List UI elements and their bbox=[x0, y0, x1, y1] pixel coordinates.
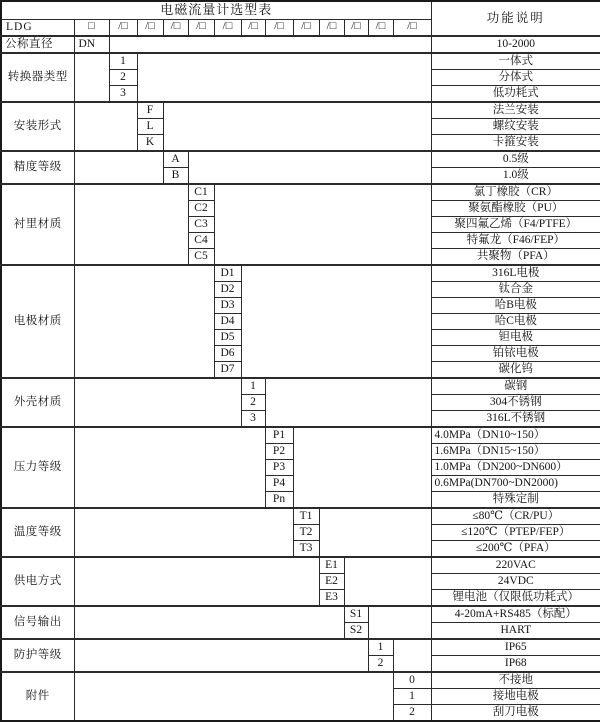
spacer-cell bbox=[214, 184, 431, 265]
group-label-protection: 防护等级 bbox=[1, 639, 74, 672]
option-desc-power: 24VDC bbox=[431, 573, 600, 589]
option-code-temperature: T1 bbox=[293, 508, 319, 525]
option-code-housing: 1 bbox=[241, 378, 265, 395]
option-desc-liner: 聚四氟乙烯（F4/PTFE） bbox=[431, 216, 600, 232]
option-code-protection: 1 bbox=[368, 639, 393, 656]
option-code-electrode: D6 bbox=[214, 345, 241, 361]
option-desc-protection: IP68 bbox=[431, 655, 600, 672]
spacer-cell bbox=[74, 53, 109, 102]
group-label-converter-type: 转换器类型 bbox=[1, 53, 74, 102]
model-prefix: LDG bbox=[1, 19, 74, 36]
option-desc-signal: 4-20mA+RS485（标配） bbox=[431, 606, 600, 623]
group-label-liner: 衬里材质 bbox=[1, 184, 74, 265]
option-code-converter-type: 1 bbox=[109, 53, 137, 70]
option-code-install-type: L bbox=[137, 118, 163, 134]
model-code-box: □ bbox=[74, 19, 109, 36]
table-title: 电磁流量计选型表 bbox=[1, 1, 431, 19]
spacer-cell bbox=[109, 36, 431, 53]
option-code-liner: C4 bbox=[188, 232, 214, 248]
model-slot: /□ bbox=[344, 19, 368, 36]
option-code-housing: 2 bbox=[241, 394, 265, 410]
option-code-housing: 3 bbox=[241, 410, 265, 427]
option-desc-accuracy: 0.5级 bbox=[431, 151, 600, 168]
option-code-accessory: 0 bbox=[393, 672, 431, 689]
model-slot: /□ bbox=[188, 19, 214, 36]
option-desc-pressure: 特殊定制 bbox=[431, 491, 600, 508]
option-desc-liner: 氯丁橡胶（CR） bbox=[431, 184, 600, 201]
spacer-cell bbox=[74, 672, 393, 721]
option-desc-converter-type: 低功耗式 bbox=[431, 85, 600, 102]
option-desc-electrode: 钽电极 bbox=[431, 329, 600, 345]
option-desc-pressure: 1.0MPa（DN200~DN600） bbox=[431, 459, 600, 475]
option-code-power: E2 bbox=[319, 573, 344, 589]
spacer-cell bbox=[74, 378, 241, 427]
group-label-install-type: 安装形式 bbox=[1, 102, 74, 151]
option-code-install-type: K bbox=[137, 134, 163, 151]
option-code-power: E1 bbox=[319, 557, 344, 574]
spacer-cell bbox=[74, 184, 188, 265]
option-desc-diameter: 10-2000 bbox=[431, 36, 600, 53]
model-slot: /□ bbox=[137, 19, 163, 36]
group-label-temperature: 温度等级 bbox=[1, 508, 74, 557]
option-code-electrode: D2 bbox=[214, 281, 241, 297]
selection-table-body bbox=[1, 1, 600, 721]
option-desc-signal: HART bbox=[431, 622, 600, 639]
option-desc-electrode: 碳化钨 bbox=[431, 361, 600, 378]
model-slot: /□ bbox=[241, 19, 265, 36]
option-desc-accessory: 刮刀电极 bbox=[431, 704, 600, 721]
model-slot: /□ bbox=[214, 19, 241, 36]
group-label-pressure: 压力等级 bbox=[1, 427, 74, 508]
spacer-cell bbox=[265, 378, 431, 427]
option-code-accuracy: B bbox=[163, 167, 188, 184]
spacer-cell bbox=[74, 557, 319, 606]
spacer-cell bbox=[241, 265, 431, 378]
option-desc-install-type: 螺纹安装 bbox=[431, 118, 600, 134]
desc-column-header: 功能说明 bbox=[431, 1, 600, 36]
option-desc-electrode: 钛合金 bbox=[431, 281, 600, 297]
group-label-electrode: 电极材质 bbox=[1, 265, 74, 378]
model-slot: /□ bbox=[368, 19, 393, 36]
option-desc-pressure: 1.6MPa（DN15~150） bbox=[431, 443, 600, 459]
option-desc-electrode: 哈C电极 bbox=[431, 313, 600, 329]
option-code-pressure: P4 bbox=[265, 475, 293, 491]
option-desc-housing: 304不锈钢 bbox=[431, 394, 600, 410]
option-desc-electrode: 哈B电极 bbox=[431, 297, 600, 313]
option-desc-electrode: 316L电极 bbox=[431, 265, 600, 282]
group-label-diameter: 公称直径 bbox=[1, 36, 74, 53]
option-desc-temperature: ≤80℃（CR/PU） bbox=[431, 508, 600, 525]
option-code-pressure: P3 bbox=[265, 459, 293, 475]
model-slot: /□ bbox=[393, 19, 431, 36]
option-code-electrode: D7 bbox=[214, 361, 241, 378]
option-desc-power: 220VAC bbox=[431, 557, 600, 574]
spacer-cell bbox=[163, 102, 431, 151]
option-code-pressure: P2 bbox=[265, 443, 293, 459]
option-code-diameter: DN bbox=[74, 36, 109, 53]
option-code-power: E3 bbox=[319, 589, 344, 606]
option-code-protection: 2 bbox=[368, 655, 393, 672]
option-desc-accuracy: 1.0级 bbox=[431, 167, 600, 184]
model-slot: /□ bbox=[293, 19, 319, 36]
option-desc-electrode: 铂铱电极 bbox=[431, 345, 600, 361]
spacer-cell bbox=[74, 151, 163, 184]
option-desc-install-type: 法兰安装 bbox=[431, 102, 600, 119]
option-code-converter-type: 2 bbox=[109, 69, 137, 85]
option-desc-accessory: 接地电极 bbox=[431, 688, 600, 704]
option-code-electrode: D1 bbox=[214, 265, 241, 282]
spacer-cell bbox=[74, 102, 137, 151]
model-slot: /□ bbox=[163, 19, 188, 36]
model-slot: /□ bbox=[319, 19, 344, 36]
spacer-cell bbox=[188, 151, 431, 184]
option-desc-liner: 特氟龙（F46/FEP） bbox=[431, 232, 600, 248]
option-code-accessory: 2 bbox=[393, 704, 431, 721]
option-desc-temperature: ≤200℃（PFA） bbox=[431, 540, 600, 557]
option-code-liner: C3 bbox=[188, 216, 214, 232]
spacer-cell bbox=[368, 606, 431, 639]
option-desc-liner: 共聚物（PFA） bbox=[431, 248, 600, 265]
spacer-cell bbox=[344, 557, 431, 606]
option-code-pressure: Pn bbox=[265, 491, 293, 508]
option-code-liner: C2 bbox=[188, 200, 214, 216]
option-code-liner: C1 bbox=[188, 184, 214, 201]
option-desc-pressure: 0.6MPa(DN700~DN2000) bbox=[431, 475, 600, 491]
model-slot: /□ bbox=[109, 19, 137, 36]
option-desc-pressure: 4.0MPa（DN10~150） bbox=[431, 427, 600, 444]
group-label-signal: 信号输出 bbox=[1, 606, 74, 639]
option-desc-housing: 316L不锈钢 bbox=[431, 410, 600, 427]
option-desc-temperature: ≤120℃（PTEP/FEP） bbox=[431, 524, 600, 540]
model-slot: /□ bbox=[265, 19, 293, 36]
group-label-accessory: 附件 bbox=[1, 672, 74, 721]
option-code-liner: C5 bbox=[188, 248, 214, 265]
group-label-housing: 外壳材质 bbox=[1, 378, 74, 427]
spacer-cell bbox=[393, 639, 431, 672]
option-code-accessory: 1 bbox=[393, 688, 431, 704]
spacer-cell bbox=[74, 508, 293, 557]
option-code-accuracy: A bbox=[163, 151, 188, 168]
option-code-electrode: D5 bbox=[214, 329, 241, 345]
option-code-install-type: F bbox=[137, 102, 163, 119]
option-desc-housing: 碳钢 bbox=[431, 378, 600, 395]
option-desc-install-type: 卡箍安装 bbox=[431, 134, 600, 151]
option-code-signal: S2 bbox=[344, 622, 368, 639]
option-code-signal: S1 bbox=[344, 606, 368, 623]
option-desc-accessory: 不接地 bbox=[431, 672, 600, 689]
option-desc-power: 锂电池（仅限低功耗式） bbox=[431, 589, 600, 606]
spacer-cell bbox=[319, 508, 431, 557]
spacer-cell bbox=[74, 606, 344, 639]
option-desc-converter-type: 一体式 bbox=[431, 53, 600, 70]
spacer-cell bbox=[74, 427, 265, 508]
group-label-accuracy: 精度等级 bbox=[1, 151, 74, 184]
spacer-cell bbox=[137, 53, 431, 102]
option-desc-protection: IP65 bbox=[431, 639, 600, 656]
option-code-pressure: P1 bbox=[265, 427, 293, 444]
option-code-temperature: T2 bbox=[293, 524, 319, 540]
spacer-cell bbox=[293, 427, 431, 508]
spacer-cell bbox=[74, 639, 368, 672]
group-label-power: 供电方式 bbox=[1, 557, 74, 606]
option-code-converter-type: 3 bbox=[109, 85, 137, 102]
option-desc-converter-type: 分体式 bbox=[431, 69, 600, 85]
option-code-electrode: D3 bbox=[214, 297, 241, 313]
option-desc-liner: 聚氨酯橡胶（PU） bbox=[431, 200, 600, 216]
option-code-electrode: D4 bbox=[214, 313, 241, 329]
spacer-cell bbox=[74, 265, 214, 378]
option-code-temperature: T3 bbox=[293, 540, 319, 557]
